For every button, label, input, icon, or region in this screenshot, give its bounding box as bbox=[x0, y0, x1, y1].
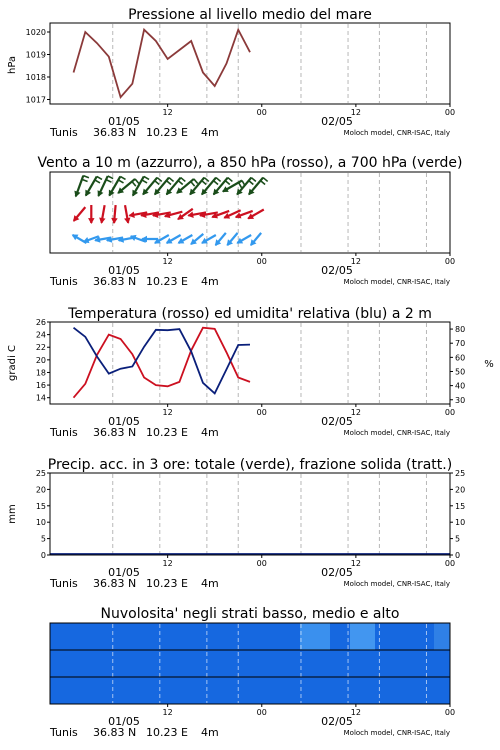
y-tick-label: 14 bbox=[35, 393, 46, 403]
latitude-label: 36.83 N bbox=[93, 126, 137, 139]
cloud-cell bbox=[225, 623, 250, 650]
cloud-title: Nuvolosita' negli strati basso, medio e alto bbox=[100, 606, 400, 622]
wind-arrow-head bbox=[224, 214, 229, 218]
cloud-cell bbox=[250, 623, 275, 650]
wind-arrow-barb bbox=[213, 181, 218, 185]
cloud-cell bbox=[175, 650, 200, 677]
wind-arrow-barb bbox=[263, 178, 268, 182]
wind-arrow-head bbox=[98, 191, 102, 196]
pressure-title: Pressione al livello medio del mare bbox=[128, 7, 372, 23]
y-tick-label: 1020 bbox=[25, 28, 46, 37]
wind-arrow-barb bbox=[106, 180, 111, 183]
cloud-x-ticks bbox=[49, 704, 455, 739]
cloud-cell bbox=[250, 677, 275, 704]
precipitation-frame bbox=[50, 473, 450, 555]
pressure-line bbox=[74, 30, 250, 98]
y-tick-label: 80 bbox=[455, 325, 466, 335]
temperature-series bbox=[74, 328, 250, 398]
pressure-y-ticks bbox=[26, 28, 50, 105]
y-tick-label: 20 bbox=[35, 485, 46, 495]
pressure-ylabel: hPa bbox=[7, 55, 18, 75]
cloud-cell bbox=[200, 677, 225, 704]
x-tick-label: 00 bbox=[256, 257, 267, 266]
y-tick-label: 22 bbox=[35, 343, 46, 353]
precipitation-panel bbox=[7, 457, 465, 590]
wind-arrows bbox=[73, 176, 268, 245]
y-tick-label: 20 bbox=[455, 485, 466, 495]
y-tick-label: 1018 bbox=[25, 73, 46, 82]
cloud-cell bbox=[125, 623, 150, 650]
date-label: 02/05 bbox=[321, 715, 353, 728]
y-tick-label: 0 bbox=[40, 551, 46, 560]
date-label: 01/05 bbox=[108, 264, 140, 277]
date-label: 01/05 bbox=[108, 715, 140, 728]
longitude-label: 10.23 E bbox=[146, 275, 188, 288]
cloud-cell bbox=[250, 650, 275, 677]
date-label: 01/05 bbox=[108, 415, 140, 428]
x-tick-label: 00 bbox=[256, 559, 267, 568]
cloud-cell bbox=[425, 650, 450, 677]
wind-arrow-barb bbox=[95, 180, 100, 183]
wind-arrow-barb bbox=[216, 178, 221, 182]
x-tick-label: 12 bbox=[162, 408, 173, 417]
pressure-panel bbox=[7, 7, 455, 139]
cloud-cells bbox=[50, 623, 450, 704]
cloud-cell bbox=[400, 623, 425, 650]
pressure-series bbox=[74, 30, 250, 98]
y-tick-label: 16 bbox=[35, 381, 46, 391]
cloud-cell bbox=[375, 677, 400, 704]
y-tick-label: 0 bbox=[455, 551, 461, 560]
longitude-label: 10.23 E bbox=[146, 426, 188, 439]
cloud-cell bbox=[150, 677, 175, 704]
location-name: Tunis bbox=[50, 275, 78, 288]
x-tick-label: 00 bbox=[444, 408, 456, 417]
wind-arrow-barb bbox=[166, 181, 171, 185]
elevation-label: 4m bbox=[201, 426, 219, 439]
longitude-label: 10.23 E bbox=[146, 726, 188, 739]
y-tick-label: 50 bbox=[455, 367, 466, 377]
wind-arrow-barb bbox=[132, 182, 136, 187]
temperature-x-ticks bbox=[49, 404, 455, 439]
cloud-cell bbox=[125, 650, 150, 677]
cloud-cell bbox=[225, 677, 250, 704]
model-credit: Moloch model, CNR-ISAC, Italy bbox=[343, 429, 450, 437]
wind-arrow-head bbox=[84, 238, 89, 243]
cloud-cell bbox=[175, 623, 200, 650]
elevation-label: 4m bbox=[201, 726, 219, 739]
temperature-title: Temperatura (rosso) ed umidita' relativa (blu) a 2 m bbox=[68, 306, 432, 322]
wind-arrow-barb bbox=[239, 183, 242, 188]
pressure-x-ticks bbox=[49, 104, 455, 139]
wind-arrow-barb bbox=[202, 181, 207, 185]
wind-arrow-barb bbox=[178, 181, 183, 185]
y-tick-label: 18 bbox=[35, 368, 46, 378]
x-tick-label: 12 bbox=[350, 708, 361, 717]
wind-arrow-barb bbox=[144, 176, 149, 179]
wind-arrow-barb bbox=[82, 179, 88, 181]
y-tick-label: 25 bbox=[35, 469, 46, 478]
cloud-cell bbox=[75, 677, 100, 704]
cloud-cell bbox=[200, 623, 225, 650]
wind-arrow-barb bbox=[97, 176, 102, 179]
wind-arrow-barb bbox=[118, 180, 123, 183]
cloud-cell bbox=[225, 650, 250, 677]
cloud-cell bbox=[75, 650, 100, 677]
y-tick-label: 26 bbox=[35, 318, 46, 327]
wind-arrow-barb bbox=[83, 176, 89, 178]
y-tick-label: 15 bbox=[35, 501, 46, 511]
x-tick-label: 12 bbox=[350, 108, 361, 117]
y-tick-label: 5 bbox=[455, 534, 461, 544]
cloud-cell bbox=[125, 677, 150, 704]
precipitation-y-ticks bbox=[36, 469, 50, 560]
wind-arrow-barb bbox=[228, 178, 233, 182]
cloud-cell bbox=[434, 623, 450, 650]
temperature-gridlines bbox=[113, 323, 427, 403]
y-tick-label: 10 bbox=[35, 518, 46, 528]
cloud-cell bbox=[50, 623, 75, 650]
temperature-ylabel: gradi C bbox=[7, 345, 18, 381]
wind-arrow-head bbox=[236, 213, 241, 218]
cloud-cell bbox=[425, 677, 450, 704]
cloud-cell bbox=[325, 650, 350, 677]
y-tick-label: 30 bbox=[455, 395, 466, 405]
cloud-cell bbox=[375, 650, 400, 677]
latitude-label: 36.83 N bbox=[93, 275, 137, 288]
cloud-cell bbox=[350, 677, 375, 704]
y-tick-label: 25 bbox=[455, 469, 466, 478]
cloud-cell bbox=[275, 623, 300, 650]
wind-arrow-barb bbox=[191, 182, 195, 187]
x-tick-label: 00 bbox=[256, 708, 267, 717]
x-tick-label: 12 bbox=[162, 108, 173, 117]
y-tick-label: 10 bbox=[455, 518, 466, 528]
cloud-cell bbox=[400, 650, 425, 677]
precipitation-ylabel: mm bbox=[7, 504, 18, 524]
cloud-cell bbox=[50, 650, 75, 677]
cloud-cell bbox=[300, 677, 325, 704]
precipitation-y-ticks-right bbox=[450, 469, 465, 560]
x-tick-label: 00 bbox=[444, 708, 456, 717]
cloud-cell bbox=[375, 623, 400, 650]
cloud-cell bbox=[75, 623, 100, 650]
wind-arrow-barb bbox=[169, 178, 174, 182]
cloud-cell bbox=[50, 677, 75, 704]
wind-arrow-head bbox=[131, 236, 136, 241]
precipitation-x-ticks bbox=[49, 555, 455, 590]
cloud-panel bbox=[49, 606, 455, 739]
cloud-cell bbox=[200, 650, 225, 677]
y-tick-label: 70 bbox=[455, 339, 466, 349]
location-name: Tunis bbox=[50, 577, 78, 590]
wind-panel bbox=[37, 155, 462, 288]
cloud-cell bbox=[275, 650, 300, 677]
wind-arrow-barb bbox=[120, 176, 125, 179]
y-tick-label: 60 bbox=[455, 353, 466, 363]
cloud-cell bbox=[300, 623, 330, 650]
longitude-label: 10.23 E bbox=[146, 577, 188, 590]
cloud-cell bbox=[175, 677, 200, 704]
cloud-cell bbox=[350, 623, 375, 650]
x-tick-label: 12 bbox=[350, 257, 361, 266]
wind-arrow-barb bbox=[181, 178, 186, 182]
elevation-label: 4m bbox=[201, 126, 219, 139]
humidity-ylabel: % bbox=[484, 359, 494, 370]
date-label: 02/05 bbox=[321, 115, 353, 128]
y-tick-label: 15 bbox=[455, 501, 466, 511]
wind-arrow-barb bbox=[135, 179, 139, 184]
date-label: 01/05 bbox=[108, 566, 140, 579]
latitude-label: 36.83 N bbox=[93, 577, 137, 590]
wind-arrow-barb bbox=[155, 181, 160, 185]
date-label: 01/05 bbox=[108, 115, 140, 128]
humidity-y-ticks bbox=[450, 325, 465, 405]
pressure-gridlines bbox=[113, 24, 427, 103]
cloud-cell bbox=[300, 650, 325, 677]
cloud-cell bbox=[275, 677, 300, 704]
y-tick-label: 5 bbox=[40, 534, 46, 544]
location-name: Tunis bbox=[50, 426, 78, 439]
wind-x-ticks bbox=[49, 253, 455, 288]
date-label: 02/05 bbox=[321, 415, 353, 428]
precipitation-gridlines bbox=[113, 474, 427, 554]
precipitation-title: Precip. acc. in 3 ore: totale (verde), frazione solida (tratt.) bbox=[47, 457, 453, 473]
wind-arrow-barb bbox=[251, 178, 256, 182]
date-label: 02/05 bbox=[321, 566, 353, 579]
model-credit: Moloch model, CNR-ISAC, Italy bbox=[343, 129, 450, 137]
cloud-cell bbox=[150, 650, 175, 677]
temperature-panel bbox=[7, 306, 494, 439]
cloud-cell bbox=[150, 623, 175, 650]
y-tick-label: 20 bbox=[35, 355, 46, 365]
cloud-cell bbox=[350, 650, 375, 677]
wind-arrow-barb bbox=[260, 181, 265, 185]
humidity-line bbox=[74, 328, 250, 394]
x-tick-label: 00 bbox=[256, 108, 267, 117]
temperature-line bbox=[74, 328, 250, 398]
model-credit: Moloch model, CNR-ISAC, Italy bbox=[343, 580, 450, 588]
model-credit: Moloch model, CNR-ISAC, Italy bbox=[343, 278, 450, 286]
wind-arrow-head bbox=[75, 191, 80, 196]
x-tick-label: 00 bbox=[256, 408, 267, 417]
wind-title: Vento a 10 m (azzurro), a 850 hPa (rosso), a 700 hPa (verde) bbox=[37, 155, 463, 171]
x-tick-label: 12 bbox=[162, 257, 173, 266]
elevation-label: 4m bbox=[201, 275, 219, 288]
y-tick-label: 40 bbox=[455, 381, 466, 391]
date-label: 02/05 bbox=[321, 264, 353, 277]
wind-arrow-barb bbox=[142, 180, 147, 183]
longitude-label: 10.23 E bbox=[146, 126, 188, 139]
temperature-y-ticks bbox=[36, 318, 50, 403]
y-tick-label: 24 bbox=[35, 330, 46, 340]
cloud-cell bbox=[400, 677, 425, 704]
wind-arrow-barb bbox=[225, 181, 230, 185]
wind-arrow-barb bbox=[249, 181, 254, 185]
location-name: Tunis bbox=[50, 126, 78, 139]
wind-arrow-head bbox=[89, 219, 94, 223]
latitude-label: 36.83 N bbox=[93, 726, 137, 739]
x-tick-label: 12 bbox=[350, 408, 361, 417]
elevation-label: 4m bbox=[201, 577, 219, 590]
x-tick-label: 00 bbox=[444, 108, 456, 117]
y-tick-label: 1017 bbox=[25, 95, 46, 105]
y-tick-label: 1019 bbox=[25, 50, 46, 60]
x-tick-label: 00 bbox=[444, 257, 456, 266]
model-credit: Moloch model, CNR-ISAC, Italy bbox=[343, 729, 450, 737]
wind-arrow-barb bbox=[194, 179, 198, 184]
location-name: Tunis bbox=[50, 726, 78, 739]
latitude-label: 36.83 N bbox=[93, 426, 137, 439]
x-tick-label: 12 bbox=[162, 559, 173, 568]
x-tick-label: 12 bbox=[162, 708, 173, 717]
x-tick-label: 12 bbox=[350, 559, 361, 568]
cloud-cell bbox=[325, 677, 350, 704]
x-tick-label: 00 bbox=[444, 559, 456, 568]
